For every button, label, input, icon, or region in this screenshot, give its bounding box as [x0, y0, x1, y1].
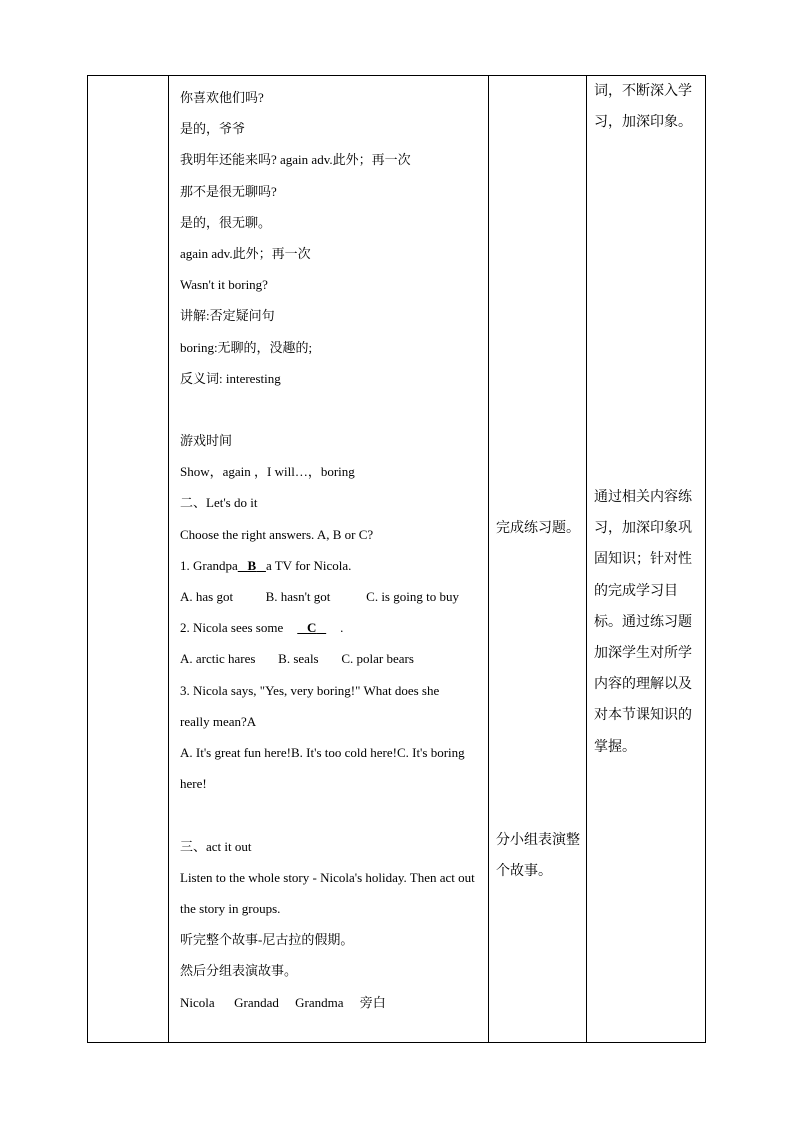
teaching-content-cell [174, 76, 488, 1042]
question-text: . [340, 620, 344, 636]
activity-exercise: 完成练习题。 [496, 520, 580, 536]
question-text: 2. Nicola sees some [180, 620, 284, 636]
question-3-cont: really mean?A [180, 713, 257, 729]
section-heading: 二、Let's do it [180, 495, 258, 511]
content-line: Show，again ，I will…，boring [180, 464, 355, 480]
section-heading: 三、act it out [180, 838, 252, 854]
column-divider-2 [488, 76, 489, 1042]
content-line: again adv.此外；再一次 [180, 245, 311, 261]
question-options: A. It's great fun here!B. It's too cold here!C. It's boring here! [180, 744, 465, 792]
content-line: 是的，很无聊。 [180, 214, 272, 230]
roles-line: Nicola Grandad Grandma 旁白 [180, 994, 386, 1010]
lesson-table [87, 75, 706, 1043]
student-activity-cell [490, 76, 588, 1042]
content-line: Choose the right answers. A, B or C? [180, 526, 374, 542]
content-line: 你喜欢他们吗? [180, 90, 264, 105]
question-options: A. arctic hares B. seals C. polar bears [180, 651, 414, 667]
answer: B [247, 557, 257, 573]
content-line: boring:无聊的，没趣的; [180, 339, 313, 355]
content-line: 游戏时间 [180, 433, 233, 449]
blank-line [180, 799, 482, 830]
content-line: 然后分组表演故事。 [180, 963, 298, 979]
question-text: 1. Grandpa [180, 557, 238, 573]
content-line: Wasn't it boring? [180, 277, 268, 293]
activity-perform: 分小组表演整个故事。 [496, 832, 580, 880]
answer-blank [238, 558, 266, 573]
question-text: a TV for Nicola. [265, 557, 352, 573]
content-line: 反义词: interesting [180, 370, 281, 386]
content-line: 听完整个故事-尼古拉的假期。 [180, 932, 354, 948]
blank-line [180, 394, 482, 425]
question-options: A. has got B. hasn't got C. is going to buy [180, 589, 459, 604]
content-line: 是的，爷爷 [180, 121, 246, 137]
intent-top: 词，不断深入学习，加深印象。 [594, 83, 692, 131]
question-1 [180, 550, 482, 581]
column-divider-1 [168, 76, 169, 1042]
question-2 [180, 612, 482, 643]
answer: C [307, 620, 317, 636]
question-3: 3. Nicola says, "Yes, very boring!" What does she [180, 682, 440, 698]
intent-middle: 通过相关内容练习，加深印象巩固知识；针对性的完成学习目标。通过练习题加深学生对所学内容的理解以及对本节课知识的掌握。 [594, 489, 692, 755]
design-intent-cell [588, 76, 706, 1042]
content-line: 那不是很无聊吗? [180, 183, 277, 199]
content-line: 讲解:否定疑问句 [180, 308, 275, 324]
answer-blank [297, 620, 326, 635]
content-line: 我明年还能来吗? again adv.此外；再一次 [180, 152, 411, 168]
content-line: Listen to the whole story - Nicola's holiday. Then act out the story in groups. [180, 869, 475, 916]
